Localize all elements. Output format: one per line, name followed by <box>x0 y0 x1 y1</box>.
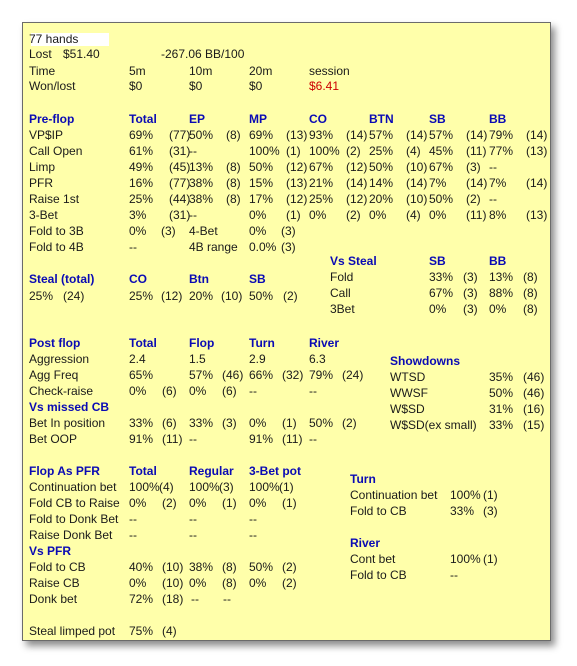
preflop-row-label: VP$IP <box>29 128 64 142</box>
preflop-cell-count: (44) <box>169 192 191 206</box>
river-row-label: Cont bet <box>350 552 396 566</box>
hands-count: 77 hands <box>29 32 79 46</box>
showdown-row-label: W$SD(ex small) <box>390 418 477 432</box>
missed-cb-cell-value: 91% <box>129 432 154 446</box>
postflop-cell-value: 2.4 <box>129 352 146 366</box>
preflop-cell-count: (31) <box>169 208 191 222</box>
preflop-cell-count: (14) <box>346 128 368 142</box>
steal-total-count: (24) <box>63 289 85 303</box>
missed-cb-cell-count: (2) <box>342 416 357 430</box>
preflop-cell-value: 15% <box>249 176 274 190</box>
steal-co-value: 25% <box>129 289 154 303</box>
flop-pfr-cell-value: -- <box>249 512 257 526</box>
postflop-cell-count: (24) <box>342 368 364 382</box>
preflop-cell-count: (14) <box>406 176 428 190</box>
vs-steal-sb-header: SB <box>429 254 446 268</box>
showdown-row-value: 31% <box>489 402 514 416</box>
flop-pfr-cell-value: 0% <box>189 496 207 510</box>
preflop-cell-value: -- <box>189 208 197 222</box>
preflop-cell-value: 14% <box>369 176 394 190</box>
fold-to-3bet-count: (3) <box>161 224 176 238</box>
lost-label: Lost <box>29 47 52 61</box>
time-row-cell: Time <box>29 64 56 78</box>
preflop-cell-value: 13% <box>189 160 214 174</box>
postflop-cell-count: (32) <box>282 368 304 382</box>
vs-steal-sb-count: (3) <box>463 302 478 316</box>
preflop-cell-value: 0% <box>369 208 387 222</box>
time-row-cell: session <box>309 64 350 78</box>
preflop-cell-value: 49% <box>129 160 154 174</box>
showdown-row-count: (46) <box>523 370 545 384</box>
time-row-cell: 5m <box>129 64 146 78</box>
preflop-cell-value: 25% <box>369 144 394 158</box>
postflop-cell-value: 66% <box>249 368 274 382</box>
vs-pfr-cell-value: 0% <box>189 576 207 590</box>
flop-pfr-cell-value: 100% <box>189 480 220 494</box>
steal-btn-count: (10) <box>221 289 243 303</box>
preflop-cell-count: (4) <box>406 144 421 158</box>
missed-cb-cell-count: (11) <box>282 432 303 446</box>
preflop-row-label: Call Open <box>29 144 83 158</box>
preflop-cell-value: 50% <box>429 192 454 206</box>
preflop-cell-value: 21% <box>309 176 334 190</box>
flop-pfr-cell-value: -- <box>189 512 197 526</box>
postflop-cell-value: 6.3 <box>309 352 326 366</box>
postflop-cell-count: (6) <box>222 384 237 398</box>
preflop-cell-count: (14) <box>466 128 488 142</box>
flop-pfr-cell-value: -- <box>129 528 137 542</box>
flop-pfr-cell-value: -- <box>249 528 257 542</box>
vs-steal-bb-value: 0% <box>489 302 507 316</box>
preflop-cell-value: 67% <box>429 160 454 174</box>
preflop-cell-value: 38% <box>189 176 214 190</box>
vs-pfr-cell-value: -- <box>223 592 231 606</box>
vs-missed-cb-title: Vs missed CB <box>29 400 110 414</box>
showdown-row-value: 50% <box>489 386 514 400</box>
preflop-cell-count: (13) <box>526 208 548 222</box>
preflop-header: BB <box>489 112 507 126</box>
steal-btn-value: 20% <box>189 289 214 303</box>
postflop-header: Flop <box>189 336 215 350</box>
postflop-header: River <box>309 336 340 350</box>
preflop-cell-count: (8) <box>226 160 241 174</box>
turn-row-label: Fold to CB <box>350 504 407 518</box>
vs-steal-row-label: Call <box>330 286 351 300</box>
preflop-cell-count: (1) <box>286 208 301 222</box>
vs-steal-sb-count: (3) <box>463 286 478 300</box>
four-bet-value: 0% <box>249 224 267 238</box>
preflop-header: CO <box>309 112 327 126</box>
postflop-header: Total <box>129 336 157 350</box>
vs-pfr-cell-count: (18) <box>162 592 184 606</box>
time-row-cell: 10m <box>189 64 213 78</box>
vs-steal-sb-value: 0% <box>429 302 447 316</box>
hud-stats-panel <box>22 22 551 641</box>
preflop-cell-value: 67% <box>309 160 334 174</box>
preflop-cell-count: (10) <box>406 160 428 174</box>
steal-limped-pot-count: (4) <box>162 624 177 638</box>
vs-pfr-cell-count: (8) <box>222 560 237 574</box>
river-row-count: (1) <box>483 552 498 566</box>
vs-pfr-cell-count: (10) <box>162 576 184 590</box>
vs-pfr-cell-value: 40% <box>129 560 154 574</box>
preflop-cell-value: 79% <box>489 128 514 142</box>
turn-row-count: (1) <box>483 488 498 502</box>
missed-cb-cell-value: 0% <box>249 416 267 430</box>
preflop-cell-value: 100% <box>309 144 340 158</box>
vs-steal-row-label: 3Bet <box>330 302 355 316</box>
preflop-cell-count: (14) <box>406 128 428 142</box>
preflop-cell-value: 45% <box>429 144 454 158</box>
wonlost-row-cell: $0 <box>249 79 263 93</box>
preflop-cell-count: (45) <box>169 160 191 174</box>
preflop-cell-count: (3) <box>466 160 481 174</box>
missed-cb-cell-value: 33% <box>189 416 214 430</box>
flop-pfr-header: Total <box>129 464 157 478</box>
steal-sb-count: (2) <box>283 289 298 303</box>
vs-pfr-cell-count: (2) <box>282 576 297 590</box>
vs-pfr-title: Vs PFR <box>29 544 72 558</box>
river-row-value: -- <box>450 568 458 582</box>
four-bet-count: (3) <box>281 224 296 238</box>
flop-pfr-cell-value: -- <box>129 512 137 526</box>
missed-cb-cell-value: 91% <box>249 432 274 446</box>
steal-sb-value: 50% <box>249 289 274 303</box>
preflop-cell-value: 61% <box>129 144 154 158</box>
preflop-cell-value: 50% <box>249 160 274 174</box>
preflop-cell-value: 100% <box>249 144 280 158</box>
wonlost-row-cell: $0 <box>129 79 143 93</box>
missed-cb-cell-value: -- <box>189 432 197 446</box>
vs-steal-bb-value: 13% <box>489 270 514 284</box>
flop-pfr-cell-value: -- <box>189 528 197 542</box>
postflop-cell-count: (6) <box>162 384 177 398</box>
steal-total-value: 25% <box>29 289 54 303</box>
preflop-header: EP <box>189 112 206 126</box>
four-bet-label: 4-Bet <box>189 224 218 238</box>
flop-pfr-header: 3-Bet pot <box>249 464 301 478</box>
preflop-cell-count: (31) <box>169 144 191 158</box>
vs-pfr-cell-value: 50% <box>249 560 274 574</box>
bb-per-100: -267.06 BB/100 <box>161 47 245 61</box>
preflop-cell-value: -- <box>489 192 497 206</box>
turn-row-label: Continuation bet <box>350 488 438 502</box>
turn-title: Turn <box>350 472 376 486</box>
preflop-row-label: PFR <box>29 176 53 190</box>
preflop-cell-count: (13) <box>286 128 308 142</box>
postflop-header: Post flop <box>29 336 81 350</box>
flop-pfr-cell-value: 0% <box>129 496 147 510</box>
preflop-cell-value: 17% <box>249 192 274 206</box>
preflop-cell-count: (14) <box>526 128 548 142</box>
time-row-cell: 20m <box>249 64 273 78</box>
preflop-cell-count: (14) <box>466 176 488 190</box>
fold-to-3bet-label: Fold to 3B <box>29 224 84 238</box>
river-row-label: Fold to CB <box>350 568 407 582</box>
missed-cb-row-label: Bet In position <box>29 416 106 430</box>
vs-pfr-cell-value: 72% <box>129 592 154 606</box>
preflop-cell-value: 0% <box>429 208 447 222</box>
showdowns-title: Showdowns <box>390 354 460 368</box>
flop-pfr-cell-count: (1) <box>282 496 297 510</box>
flop-pfr-cell-count: (2) <box>162 496 177 510</box>
missed-cb-cell-count: (1) <box>282 416 297 430</box>
showdown-row-value: 35% <box>489 370 514 384</box>
preflop-cell-count: (8) <box>226 176 241 190</box>
preflop-cell-count: (12) <box>346 160 368 174</box>
4bet-range-label: 4B range <box>189 240 238 254</box>
preflop-row-label: Raise 1st <box>29 192 80 206</box>
vs-steal-sb-count: (3) <box>463 270 478 284</box>
preflop-cell-count: (1) <box>286 144 301 158</box>
preflop-cell-value: 57% <box>369 128 394 142</box>
turn-row-value: 100% <box>450 488 481 502</box>
showdown-row-count: (46) <box>523 386 545 400</box>
postflop-cell-value: 0% <box>189 384 207 398</box>
flop-pfr-cell-value: 0% <box>249 496 267 510</box>
steal-header: Btn <box>189 272 209 286</box>
postflop-cell-value: 2.9 <box>249 352 266 366</box>
wonlost-row-cell: $0 <box>189 79 203 93</box>
flop-pfr-header: Regular <box>189 464 234 478</box>
vs-steal-bb-count: (8) <box>523 270 538 284</box>
4bet-range-count: (3) <box>281 240 296 254</box>
steal-header: Steal (total) <box>29 272 95 286</box>
preflop-cell-count: (8) <box>226 128 241 142</box>
preflop-header: SB <box>429 112 446 126</box>
postflop-row-label: Agg Freq <box>29 368 79 382</box>
missed-cb-row-label: Bet OOP <box>29 432 78 446</box>
preflop-header: Total <box>129 112 157 126</box>
vs-steal-bb-count: (8) <box>523 302 538 316</box>
flop-pfr-cell-value: 100% <box>129 480 160 494</box>
vs-pfr-cell-value: -- <box>191 592 199 606</box>
wonlost-row-cell: $6.41 <box>309 79 340 93</box>
showdown-row-count: (15) <box>523 418 545 432</box>
preflop-cell-count: (11) <box>466 208 487 222</box>
preflop-cell-value: 93% <box>309 128 334 142</box>
preflop-cell-value: 69% <box>129 128 154 142</box>
lost-amount: $51.40 <box>63 47 100 61</box>
flop-pfr-cell-count: (3) <box>219 480 234 494</box>
fold-to-4bet-value: -- <box>129 240 137 254</box>
vs-pfr-cell-count: (10) <box>162 560 184 574</box>
preflop-cell-value: 20% <box>369 192 394 206</box>
postflop-cell-value: -- <box>309 384 317 398</box>
preflop-cell-value: 57% <box>429 128 454 142</box>
showdown-row-count: (16) <box>523 402 545 416</box>
preflop-cell-value: 7% <box>489 176 507 190</box>
missed-cb-cell-count: (11) <box>162 432 183 446</box>
missed-cb-cell-count: (3) <box>222 416 237 430</box>
preflop-cell-value: -- <box>489 160 497 174</box>
vs-pfr-cell-count: (8) <box>222 576 237 590</box>
wonlost-row-cell: Won/lost <box>29 79 76 93</box>
preflop-cell-value: 0% <box>309 208 327 222</box>
preflop-cell-value: 50% <box>369 160 394 174</box>
steal-limped-pot-label: Steal limped pot <box>29 624 116 638</box>
river-title: River <box>350 536 381 550</box>
postflop-cell-value: 57% <box>189 368 214 382</box>
preflop-cell-count: (4) <box>406 208 421 222</box>
preflop-cell-value: 25% <box>309 192 334 206</box>
steal-header: CO <box>129 272 147 286</box>
preflop-cell-value: 38% <box>189 192 214 206</box>
flop-pfr-cell-count: (1) <box>279 480 294 494</box>
vs-pfr-cell-value: 0% <box>249 576 267 590</box>
4bet-range-value: 0.0% <box>249 240 277 254</box>
flop-pfr-cell-count: (4) <box>159 480 174 494</box>
postflop-row-label: Aggression <box>29 352 90 366</box>
preflop-cell-count: (11) <box>466 144 487 158</box>
showdown-row-value: 33% <box>489 418 514 432</box>
postflop-cell-count: (46) <box>222 368 244 382</box>
preflop-cell-value: 8% <box>489 208 507 222</box>
preflop-cell-count: (2) <box>466 192 481 206</box>
flop-pfr-cell-count: (1) <box>222 496 237 510</box>
river-row-value: 100% <box>450 552 481 566</box>
vs-steal-bb-value: 88% <box>489 286 514 300</box>
preflop-cell-count: (77) <box>169 128 191 142</box>
vs-steal-sb-value: 33% <box>429 270 454 284</box>
preflop-cell-value: 69% <box>249 128 274 142</box>
preflop-cell-value: 3% <box>129 208 147 222</box>
vs-pfr-cell-value: 0% <box>129 576 147 590</box>
vs-steal-bb-header: BB <box>489 254 507 268</box>
preflop-header: MP <box>249 112 267 126</box>
preflop-cell-count: (14) <box>346 176 368 190</box>
preflop-cell-value: 25% <box>129 192 154 206</box>
preflop-cell-value: 7% <box>429 176 447 190</box>
turn-row-value: 33% <box>450 504 475 518</box>
postflop-cell-value: 0% <box>129 384 147 398</box>
postflop-cell-value: -- <box>249 384 257 398</box>
missed-cb-cell-value: 50% <box>309 416 334 430</box>
vs-pfr-cell-count: (2) <box>282 560 297 574</box>
fold-to-3bet-value: 0% <box>129 224 147 238</box>
preflop-cell-value: 77% <box>489 144 514 158</box>
fold-to-4bet-label: Fold to 4B <box>29 240 84 254</box>
preflop-cell-count: (2) <box>346 208 361 222</box>
preflop-cell-count: (10) <box>406 192 428 206</box>
preflop-header: BTN <box>369 112 394 126</box>
vs-pfr-row-label: Fold to CB <box>29 560 86 574</box>
steal-limped-pot-value: 75% <box>129 624 154 638</box>
steal-header: SB <box>249 272 266 286</box>
showdown-row-label: W$SD <box>390 402 425 416</box>
vs-pfr-row-label: Raise CB <box>29 576 80 590</box>
preflop-cell-count: (13) <box>286 176 308 190</box>
flop-pfr-header: Flop As PFR <box>29 464 100 478</box>
preflop-cell-value: 16% <box>129 176 154 190</box>
preflop-cell-count: (14) <box>526 176 548 190</box>
steal-co-count: (12) <box>161 289 183 303</box>
vs-pfr-cell-value: 38% <box>189 560 214 574</box>
preflop-cell-value: 50% <box>189 128 214 142</box>
postflop-cell-value: 1.5 <box>189 352 206 366</box>
showdown-row-label: WWSF <box>390 386 428 400</box>
preflop-cell-count: (12) <box>346 192 368 206</box>
turn-row-count: (3) <box>483 504 498 518</box>
flop-pfr-row-label: Raise Donk Bet <box>29 528 113 542</box>
preflop-cell-count: (12) <box>286 160 308 174</box>
vs-pfr-row-label: Donk bet <box>29 592 78 606</box>
missed-cb-cell-count: (6) <box>162 416 177 430</box>
postflop-header: Turn <box>249 336 275 350</box>
missed-cb-cell-value: 33% <box>129 416 154 430</box>
preflop-cell-count: (12) <box>286 192 308 206</box>
vs-steal-sb-value: 67% <box>429 286 454 300</box>
preflop-cell-value: 0% <box>249 208 267 222</box>
preflop-row-label: Limp <box>29 160 56 174</box>
missed-cb-cell-value: -- <box>309 432 317 446</box>
postflop-cell-value: 65% <box>129 368 154 382</box>
preflop-row-label: 3-Bet <box>29 208 58 222</box>
showdown-row-label: WTSD <box>390 370 426 384</box>
preflop-cell-count: (8) <box>226 192 241 206</box>
preflop-cell-value: -- <box>189 144 197 158</box>
preflop-cell-count: (13) <box>526 144 548 158</box>
vs-steal-bb-count: (8) <box>523 286 538 300</box>
preflop-header: Pre-flop <box>29 112 75 126</box>
vs-steal-row-label: Fold <box>330 270 354 284</box>
postflop-row-label: Check-raise <box>29 384 94 398</box>
postflop-cell-value: 79% <box>309 368 334 382</box>
vs-steal-title: Vs Steal <box>330 254 377 268</box>
flop-pfr-row-label: Fold CB to Raise <box>29 496 120 510</box>
flop-pfr-cell-value: 100% <box>249 480 280 494</box>
flop-pfr-row-label: Fold to Donk Bet <box>29 512 119 526</box>
preflop-cell-count: (2) <box>346 144 361 158</box>
preflop-cell-count: (77) <box>169 176 191 190</box>
flop-pfr-row-label: Continuation bet <box>29 480 117 494</box>
